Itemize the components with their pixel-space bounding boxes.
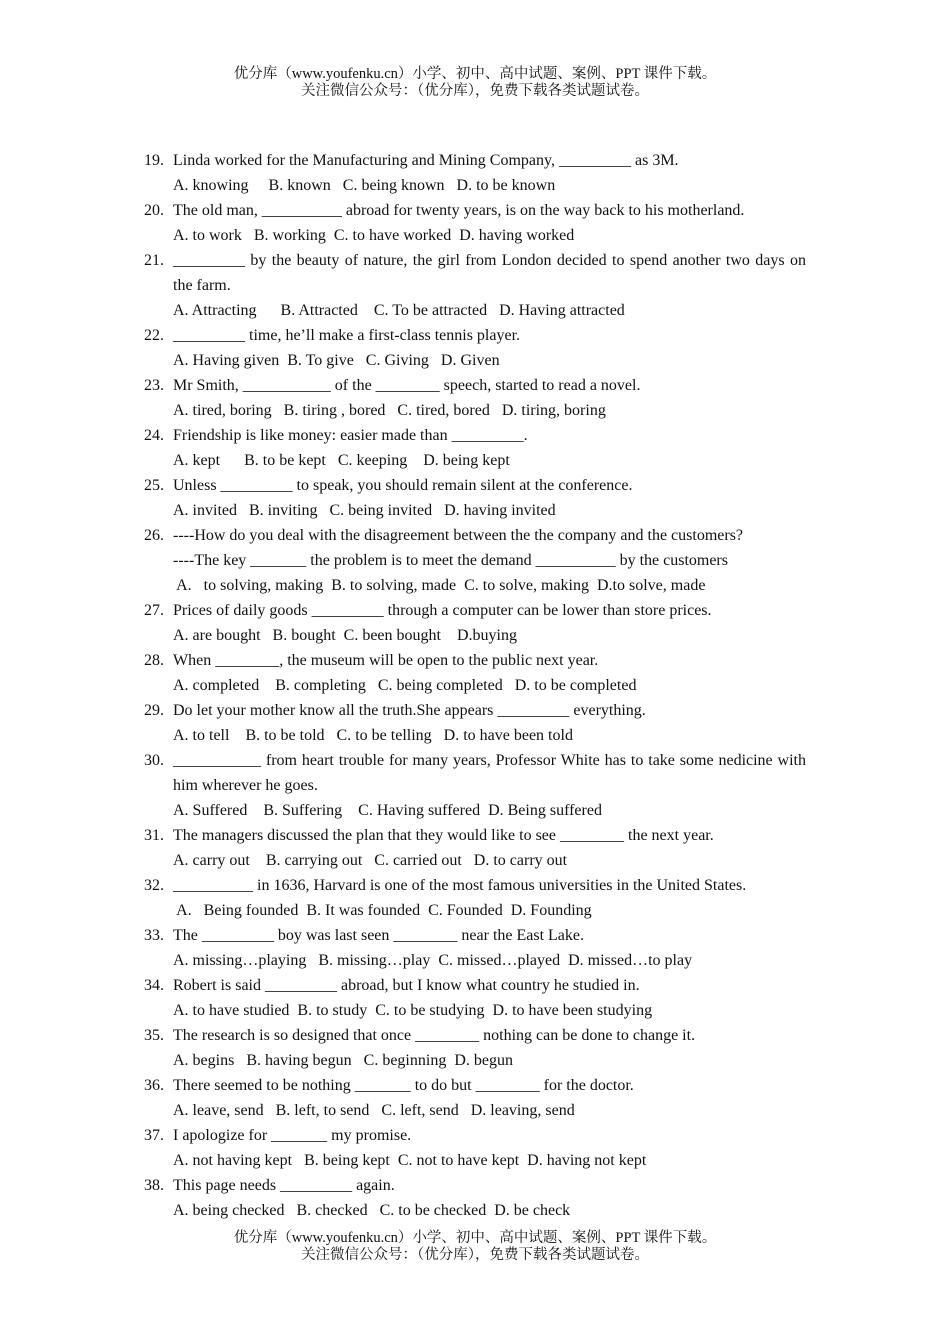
question-item <box>0 1023 950 1073</box>
question-stem: There seemed to be nothing _______ to do but ________ for the doctor. <box>173 1077 634 1094</box>
answer-options: A. Being founded B. It was founded C. Founded D. Founding <box>173 902 592 919</box>
page-footer <box>0 1230 950 1264</box>
question-item <box>0 523 950 598</box>
question-item <box>0 1073 950 1123</box>
question-list <box>0 148 950 1223</box>
question-stem: When ________, the museum will be open to the public next year. <box>173 652 599 669</box>
question-number: 19. <box>144 152 164 169</box>
question-number: 29. <box>144 702 164 719</box>
question-stem: Do let your mother know all the truth.She appears _________ everything. <box>173 702 646 719</box>
question-item <box>0 923 950 973</box>
question-stem: The _________ boy was last seen ________ near the East Lake. <box>173 927 585 944</box>
question-item <box>0 698 950 748</box>
question-stem: ___________ from heart trouble for many years, Professor White has to take some nedicine with him wherever he goes. <box>173 752 806 794</box>
question-number: 37. <box>144 1127 164 1144</box>
question-number: 21. <box>144 252 164 269</box>
question-number: 23. <box>144 377 164 394</box>
question-number: 25. <box>144 477 164 494</box>
question-stem: This page needs _________ again. <box>173 1177 395 1194</box>
question-number: 20. <box>144 202 164 219</box>
question-stem: Unless _________ to speak, you should remain silent at the conference. <box>173 477 633 494</box>
question-number: 34. <box>144 977 164 994</box>
question-item <box>0 423 950 473</box>
question-stem: Friendship is like money: easier made than _________. <box>173 427 528 444</box>
question-item <box>0 323 950 373</box>
question-item <box>0 973 950 1023</box>
answer-options: A. Attracting B. Attracted C. To be attracted D. Having attracted <box>173 302 625 319</box>
question-number: 36. <box>144 1077 164 1094</box>
question-item <box>0 1123 950 1173</box>
answer-options: A. Suffered B. Suffering C. Having suffered D. Being suffered <box>173 802 602 819</box>
answer-options: A. Having given B. To give C. Giving D. Given <box>173 352 500 369</box>
answer-options: A. are bought B. bought C. been bought D.buying <box>173 627 517 644</box>
footer-line-2: 关注微信公众号：（优分库），免费下载各类试题试卷。 <box>301 1247 649 1263</box>
answer-options: A. to solving, making B. to solving, made C. to solve, making D.to solve, made <box>173 577 706 594</box>
question-stem: ----The key _______ the problem is to meet the demand __________ by the customers <box>173 552 728 569</box>
question-stem: Mr Smith, ___________ of the ________ speech, started to read a novel. <box>173 377 641 394</box>
question-item <box>0 148 950 198</box>
answer-options: A. missing…playing B. missing…play C. missed…played D. missed…to play <box>173 952 693 969</box>
question-stem: _________ time, he’ll make a first-class tennis player. <box>173 327 521 344</box>
question-item <box>0 473 950 523</box>
question-stem: __________ in 1636, Harvard is one of the most famous universities in the United States. <box>173 877 747 894</box>
answer-options: A. invited B. inviting C. being invited D. having invited <box>173 502 556 519</box>
question-number: 24. <box>144 427 164 444</box>
question-number: 35. <box>144 1027 164 1044</box>
question-number: 32. <box>144 877 164 894</box>
page-header <box>0 66 950 100</box>
question-item <box>0 198 950 248</box>
question-number: 30. <box>144 752 164 769</box>
question-item <box>0 373 950 423</box>
question-item <box>0 648 950 698</box>
question-item <box>0 248 950 323</box>
answer-options: A. knowing B. known C. being known D. to be known <box>173 177 556 194</box>
question-stem: Prices of daily goods _________ through a computer can be lower than store prices. <box>173 602 712 619</box>
header-line-1: 优分库（www.youfenku.cn）小学、初中、高中试题、案例、PPT 课件下载。 <box>233 66 717 82</box>
answer-options: A. not having kept B. being kept C. not to have kept D. having not kept <box>173 1152 647 1169</box>
question-stem: ----How do you deal with the disagreement between the the company and the customers? <box>173 527 744 544</box>
question-number: 38. <box>144 1177 164 1194</box>
question-stem: Linda worked for the Manufacturing and Mining Company, _________ as 3M. <box>173 152 679 169</box>
answer-options: A. completed B. completing C. being completed D. to be completed <box>173 677 637 694</box>
answer-options: A. to tell B. to be told C. to be telling D. to have been told <box>173 727 573 744</box>
question-stem: Robert is said _________ abroad, but I know what country he studied in. <box>173 977 640 994</box>
answer-options: A. to have studied B. to study C. to be studying D. to have been studying <box>173 1002 653 1019</box>
question-item <box>0 748 950 823</box>
question-number: 33. <box>144 927 164 944</box>
question-stem: I apologize for _______ my promise. <box>173 1127 412 1144</box>
question-number: 22. <box>144 327 164 344</box>
answer-options: A. to work B. working C. to have worked D. having worked <box>173 227 575 244</box>
question-number: 31. <box>144 827 164 844</box>
question-item <box>0 1173 950 1223</box>
answer-options: A. being checked B. checked C. to be checked D. be check <box>173 1202 571 1219</box>
question-stem: The research is so designed that once ________ nothing can be done to change it. <box>173 1027 696 1044</box>
answer-options: A. leave, send B. left, to send C. left, send D. leaving, send <box>173 1102 575 1119</box>
question-stem: The managers discussed the plan that they would like to see ________ the next year. <box>173 827 714 844</box>
answer-options: A. carry out B. carrying out C. carried out D. to carry out <box>173 852 568 869</box>
answer-options: A. tired, boring B. tiring , bored C. tired, bored D. tiring, boring <box>173 402 606 419</box>
question-number: 27. <box>144 602 164 619</box>
question-item <box>0 873 950 923</box>
question-item <box>0 823 950 873</box>
footer-line-1: 优分库（www.youfenku.cn）小学、初中、高中试题、案例、PPT 课件下载。 <box>233 1230 717 1246</box>
question-number: 28. <box>144 652 164 669</box>
question-item <box>0 598 950 648</box>
question-number: 26. <box>144 527 164 544</box>
question-stem: _________ by the beauty of nature, the girl from London decided to spend another two days on the farm. <box>173 252 806 294</box>
header-line-2: 关注微信公众号：（优分库），免费下载各类试题试卷。 <box>301 83 649 99</box>
question-stem: The old man, __________ abroad for twenty years, is on the way back to his motherland. <box>173 202 745 219</box>
answer-options: A. kept B. to be kept C. keeping D. being kept <box>173 452 510 469</box>
answer-options: A. begins B. having begun C. beginning D. begun <box>173 1052 513 1069</box>
